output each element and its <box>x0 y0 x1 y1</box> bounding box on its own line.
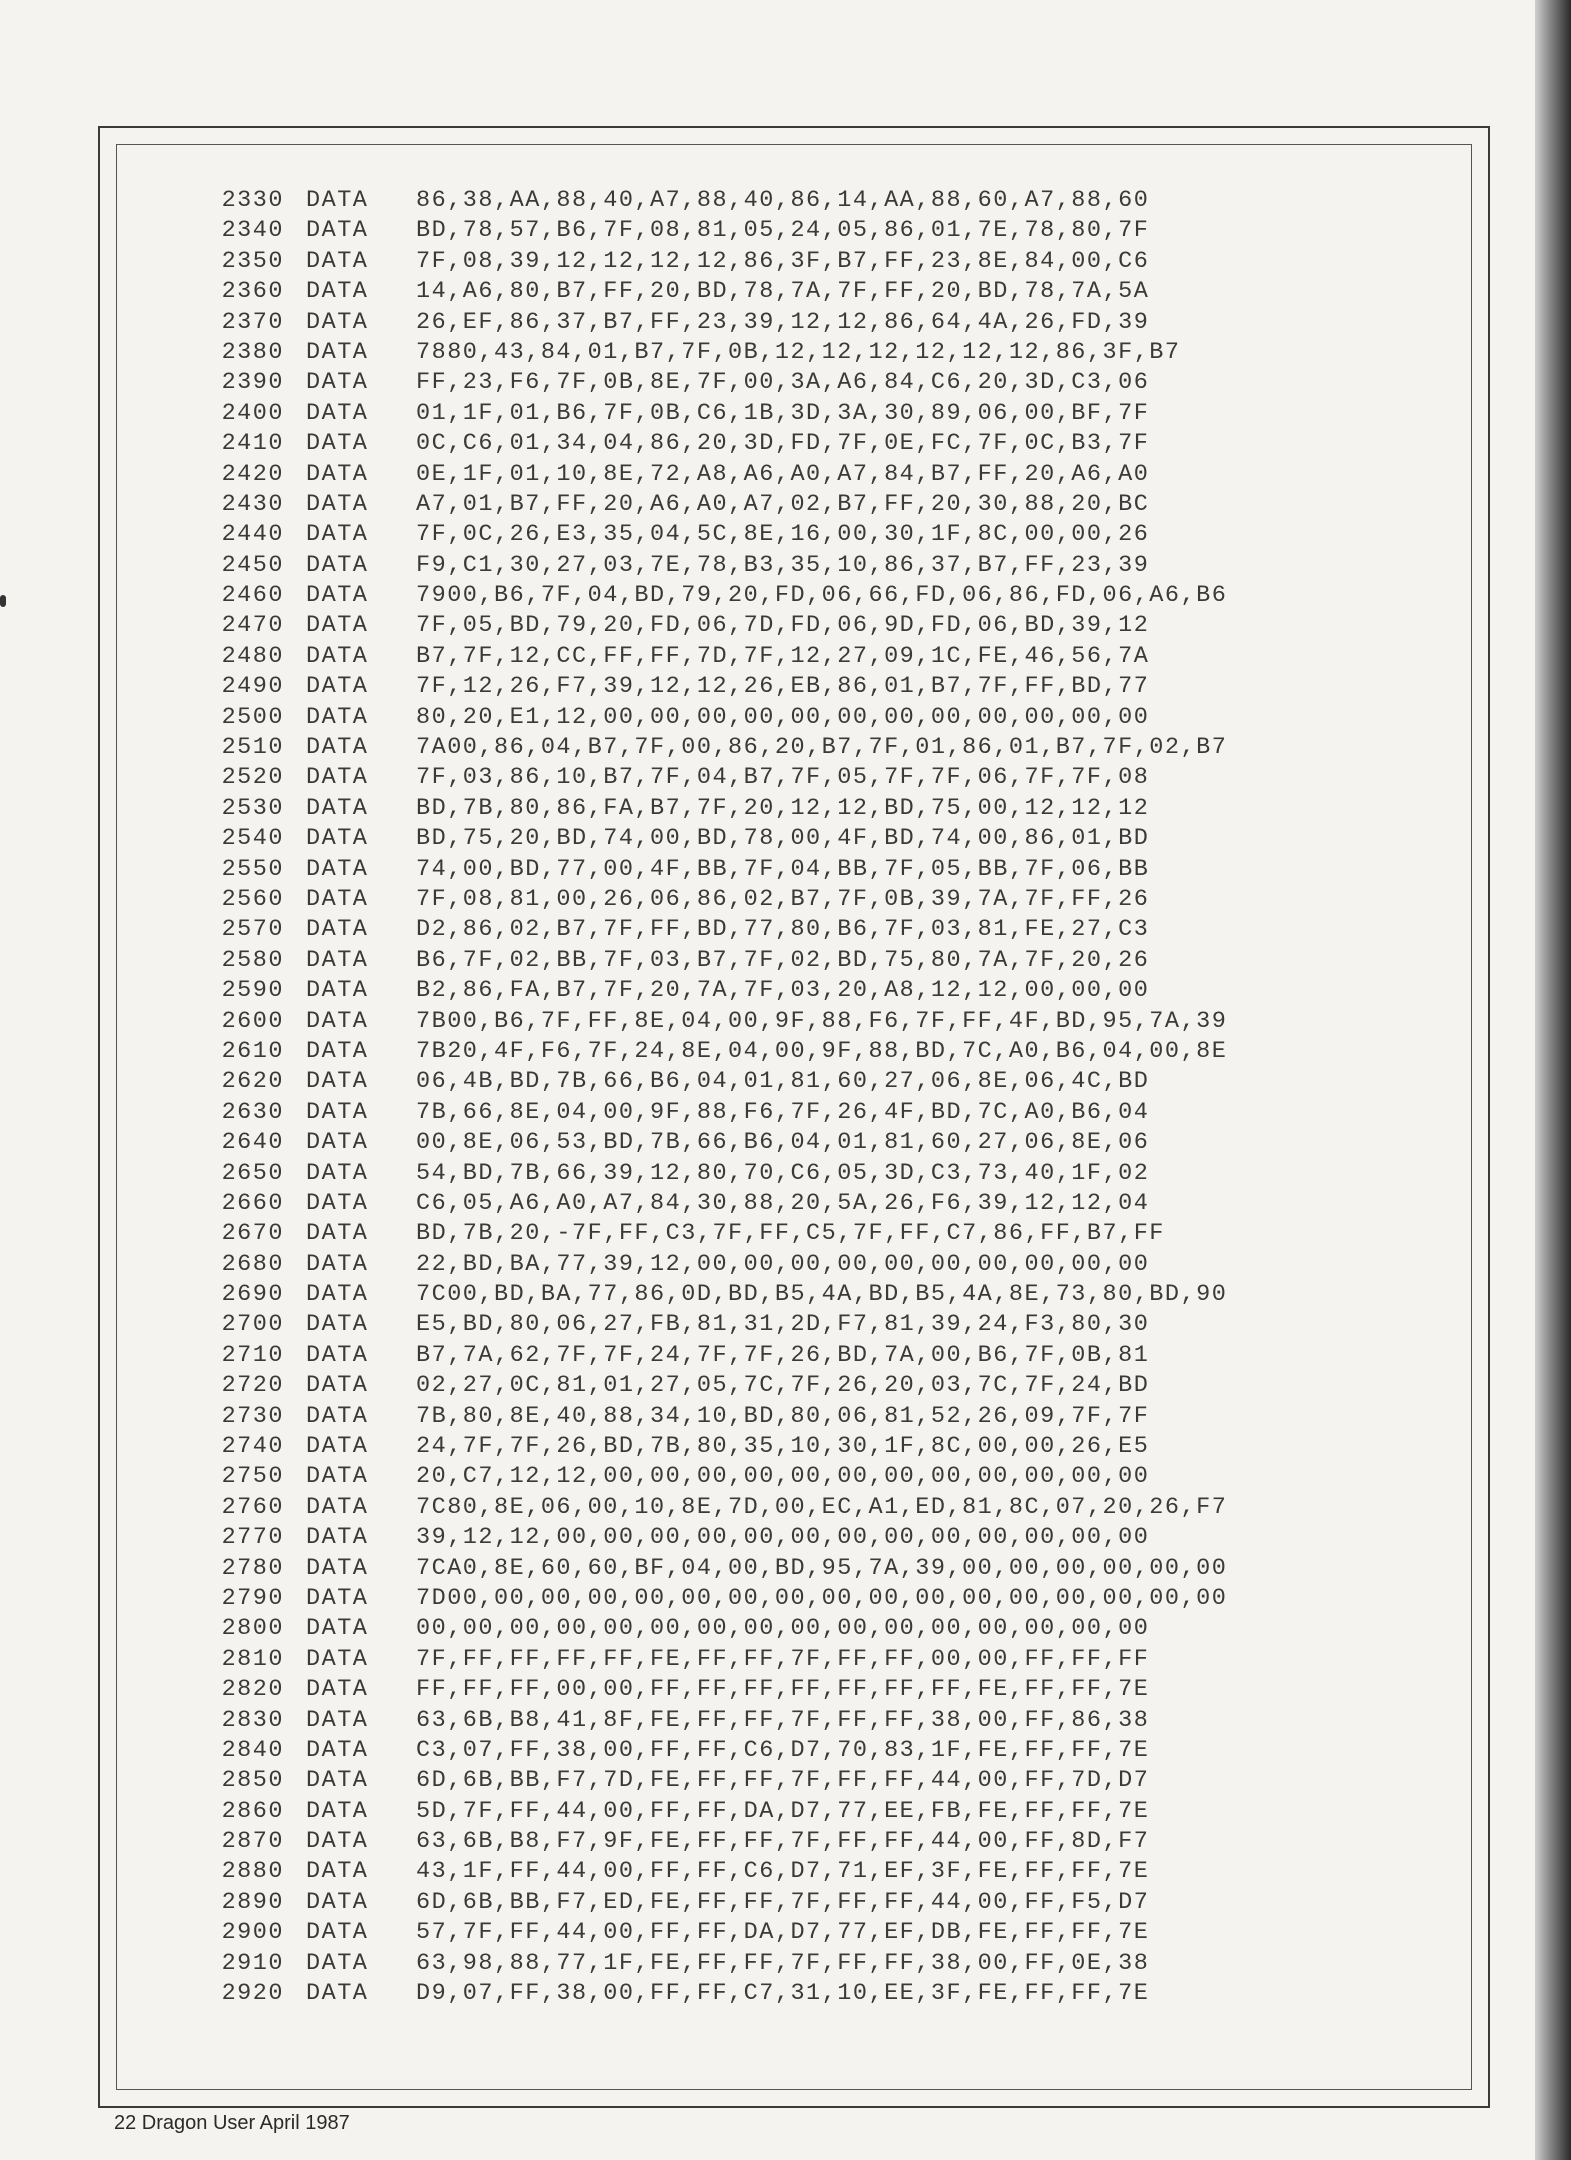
data-keyword: DATA <box>306 1129 369 1157</box>
hex-values: E5,BD,80,06,27,FB,81,31,2D,F7,81,39,24,F3,80,30 <box>416 1311 1150 1339</box>
hex-values: 86,38,AA,88,40,A7,88,40,86,14,AA,88,60,A7,88,60 <box>416 187 1150 214</box>
data-keyword: DATA <box>306 399 369 427</box>
listing-line <box>196 308 1366 338</box>
hex-values: 7F,0C,26,E3,35,04,5C,8E,16,00,30,1F,8C,00,00,26 <box>416 521 1150 549</box>
data-keyword: DATA <box>306 673 369 701</box>
line-number: 2840 <box>221 1736 284 1764</box>
line-number: 2830 <box>221 1706 284 1734</box>
line-number: 2450 <box>221 551 284 579</box>
hex-values: D9,07,FF,38,00,FF,FF,C7,31,10,EE,3F,FE,FF,FF,7E <box>416 1980 1150 2008</box>
line-number: 2390 <box>221 369 284 397</box>
line-number: 2590 <box>221 977 284 1005</box>
listing-line <box>196 1098 1366 1128</box>
line-number: 2800 <box>221 1615 284 1643</box>
data-keyword: DATA <box>306 278 369 306</box>
hex-values: 7C00,BD,BA,77,86,0D,BD,B5,4A,BD,B5,4A,8E,73,80,BD,90 <box>416 1281 1228 1309</box>
hex-values: 6D,6B,BB,F7,ED,FE,FF,FF,7F,FF,FF,44,00,FF,F5,D7 <box>416 1888 1150 1916</box>
listing-line <box>196 1219 1366 1249</box>
hex-values: 00,00,00,00,00,00,00,00,00,00,00,00,00,00,00,00 <box>416 1615 1150 1643</box>
hex-values: 06,4B,BD,7B,66,B6,04,01,81,60,27,06,8E,06,4C,BD <box>416 1068 1150 1096</box>
line-number: 2470 <box>221 612 284 640</box>
listing-line <box>196 915 1366 945</box>
line-number: 2720 <box>221 1372 284 1400</box>
listing-line <box>196 946 1366 976</box>
listing-line <box>196 1341 1366 1371</box>
listing-line <box>196 1371 1366 1401</box>
line-number: 2410 <box>221 430 284 458</box>
data-keyword: DATA <box>306 703 369 731</box>
hex-values: C3,07,FF,38,00,FF,FF,C6,D7,70,83,1F,FE,FF,FF,7E <box>416 1736 1150 1764</box>
binding-mark <box>0 595 6 607</box>
listing-line <box>196 1736 1366 1766</box>
data-keyword: DATA <box>306 1493 369 1521</box>
line-number: 2790 <box>221 1584 284 1612</box>
line-number: 2760 <box>221 1493 284 1521</box>
data-keyword: DATA <box>306 1676 369 1704</box>
line-number: 2740 <box>221 1433 284 1461</box>
listing-line <box>196 1645 1366 1675</box>
line-number: 2850 <box>221 1767 284 1795</box>
hex-values: 0E,1F,01,10,8E,72,A8,A6,A0,A7,84,B7,FF,20,A6,A0 <box>416 460 1150 488</box>
data-keyword: DATA <box>306 369 369 397</box>
line-number: 2750 <box>221 1463 284 1491</box>
hex-values: B7,7A,62,7F,7F,24,7F,7F,26,BD,7A,00,B6,7F,0B,81 <box>416 1341 1150 1369</box>
hex-values: 7880,43,84,01,B7,7F,0B,12,12,12,12,12,12,86,3F,B7 <box>416 338 1181 366</box>
listing-line <box>196 1159 1366 1189</box>
line-number: 2820 <box>221 1676 284 1704</box>
listing-line <box>196 1432 1366 1462</box>
line-number: 2880 <box>221 1858 284 1886</box>
line-number: 2360 <box>221 278 284 306</box>
listing-line <box>196 1949 1366 1979</box>
data-keyword: DATA <box>306 1281 369 1309</box>
hex-values: BD,75,20,BD,74,00,BD,78,00,4F,BD,74,00,86,01,BD <box>416 825 1150 853</box>
listing-line <box>196 1554 1366 1584</box>
listing-line <box>196 1797 1366 1827</box>
listing-line <box>196 429 1366 459</box>
line-number: 2570 <box>221 916 284 944</box>
hex-values: BD,78,57,B6,7F,08,81,05,24,05,86,01,7E,78,80,7F <box>416 217 1150 245</box>
data-keyword: DATA <box>306 734 369 762</box>
data-keyword: DATA <box>306 1584 369 1612</box>
data-keyword: DATA <box>306 217 369 245</box>
listing-line <box>196 186 1366 216</box>
line-number: 2730 <box>221 1402 284 1430</box>
listing-line <box>196 1493 1366 1523</box>
line-number: 2440 <box>221 521 284 549</box>
data-keyword: DATA <box>306 612 369 640</box>
data-keyword: DATA <box>306 1220 369 1248</box>
data-keyword: DATA <box>306 521 369 549</box>
listing-line <box>196 1523 1366 1553</box>
hex-values: 0C,C6,01,34,04,86,20,3D,FD,7F,0E,FC,7F,0C,B3,7F <box>416 430 1150 458</box>
listing-line <box>196 1888 1366 1918</box>
data-keyword: DATA <box>306 1250 369 1278</box>
data-keyword: DATA <box>306 1828 369 1856</box>
listing-line <box>196 1979 1366 2009</box>
data-keyword: DATA <box>306 1068 369 1096</box>
data-keyword: DATA <box>306 764 369 792</box>
line-number: 2640 <box>221 1129 284 1157</box>
page-edge-shadow <box>1535 0 1571 2160</box>
hex-values: BD,7B,20,-7F,FF,C3,7F,FF,C5,7F,FF,C7,86,FF,B7,FF <box>416 1220 1165 1248</box>
listing-line <box>196 399 1366 429</box>
data-keyword: DATA <box>306 1554 369 1582</box>
line-number: 2710 <box>221 1341 284 1369</box>
line-number: 2490 <box>221 673 284 701</box>
listing-line <box>196 1128 1366 1158</box>
hex-values: BD,7B,80,86,FA,B7,7F,20,12,12,BD,75,00,12,12,12 <box>416 794 1150 822</box>
line-number: 2670 <box>221 1220 284 1248</box>
data-keyword: DATA <box>306 1919 369 1947</box>
data-keyword: DATA <box>306 1706 369 1734</box>
data-keyword: DATA <box>306 1463 369 1491</box>
hex-values: 63,6B,B8,F7,9F,FE,FF,FF,7F,FF,FF,44,00,FF,8D,F7 <box>416 1828 1150 1856</box>
line-number: 2630 <box>221 1098 284 1126</box>
listing-line <box>196 368 1366 398</box>
listing-line <box>196 520 1366 550</box>
line-number: 2340 <box>221 217 284 245</box>
line-number: 2680 <box>221 1250 284 1278</box>
data-keyword: DATA <box>306 1037 369 1065</box>
listing-line <box>196 460 1366 490</box>
listing-line <box>196 216 1366 246</box>
data-keyword: DATA <box>306 1189 369 1217</box>
line-number: 2530 <box>221 794 284 822</box>
hex-values: 00,8E,06,53,BD,7B,66,B6,04,01,81,60,27,06,8E,06 <box>416 1129 1150 1157</box>
line-number: 2620 <box>221 1068 284 1096</box>
data-keyword: DATA <box>306 977 369 1005</box>
line-number: 2700 <box>221 1311 284 1339</box>
hex-values: 7900,B6,7F,04,BD,79,20,FD,06,66,FD,06,86,FD,06,A6,B6 <box>416 582 1228 610</box>
listing-box <box>98 126 1490 2108</box>
hex-values: FF,23,F6,7F,0B,8E,7F,00,3A,A6,84,C6,20,3D,C3,06 <box>416 369 1150 397</box>
hex-values: 7F,FF,FF,FF,FF,FE,FF,FF,7F,FF,FF,00,00,FF,FF,FF <box>416 1645 1150 1673</box>
hex-values: 63,6B,B8,41,8F,FE,FF,FF,7F,FF,FF,38,00,FF,86,38 <box>416 1706 1150 1734</box>
hex-values: D2,86,02,B7,7F,FF,BD,77,80,B6,7F,03,81,FE,27,C3 <box>416 916 1150 944</box>
listing-line <box>196 611 1366 641</box>
listing-line <box>196 1310 1366 1340</box>
hex-values: FF,FF,FF,00,00,FF,FF,FF,FF,FF,FF,FF,FE,FF,FF,7E <box>416 1676 1150 1704</box>
line-number: 2430 <box>221 490 284 518</box>
listing-line <box>196 642 1366 672</box>
line-number: 2500 <box>221 703 284 731</box>
data-keyword: DATA <box>306 642 369 670</box>
hex-values: B7,7F,12,CC,FF,FF,7D,7F,12,27,09,1C,FE,46,56,7A <box>416 642 1150 670</box>
line-number: 2580 <box>221 946 284 974</box>
hex-values: 24,7F,7F,26,BD,7B,80,35,10,30,1F,8C,00,00,26,E5 <box>416 1433 1150 1461</box>
line-number: 2370 <box>221 308 284 336</box>
hex-values: 7F,12,26,F7,39,12,12,26,EB,86,01,B7,7F,FF,BD,77 <box>416 673 1150 701</box>
listing-line <box>196 1280 1366 1310</box>
line-number: 2610 <box>221 1037 284 1065</box>
data-keyword: DATA <box>306 794 369 822</box>
line-number: 2660 <box>221 1189 284 1217</box>
line-number: 2540 <box>221 825 284 853</box>
listing-line <box>196 885 1366 915</box>
listing-line <box>196 1007 1366 1037</box>
listing-line <box>196 1037 1366 1067</box>
listing-line <box>196 1918 1366 1948</box>
listing-line <box>196 976 1366 1006</box>
line-number: 2380 <box>221 338 284 366</box>
hex-values: 54,BD,7B,66,39,12,80,70,C6,05,3D,C3,73,40,1F,02 <box>416 1159 1150 1187</box>
line-number: 2510 <box>221 734 284 762</box>
listing-line <box>196 1614 1366 1644</box>
data-keyword: DATA <box>306 855 369 883</box>
listing-line <box>196 1827 1366 1857</box>
hex-values: 74,00,BD,77,00,4F,BB,7F,04,BB,7F,05,BB,7F,06,BB <box>416 855 1150 883</box>
listing-line <box>196 763 1366 793</box>
line-number: 2900 <box>221 1919 284 1947</box>
listing-line <box>196 1857 1366 1887</box>
data-keyword: DATA <box>306 1433 369 1461</box>
line-number: 2770 <box>221 1524 284 1552</box>
hex-values: 7B,66,8E,04,00,9F,88,F6,7F,26,4F,BD,7C,A0,B6,04 <box>416 1098 1150 1126</box>
data-keyword: DATA <box>306 308 369 336</box>
line-number: 2520 <box>221 764 284 792</box>
hex-values: 39,12,12,00,00,00,00,00,00,00,00,00,00,00,00,00 <box>416 1524 1150 1552</box>
data-keyword: DATA <box>306 582 369 610</box>
hex-values: 7F,03,86,10,B7,7F,04,B7,7F,05,7F,7F,06,7F,7F,08 <box>416 764 1150 792</box>
line-number: 2920 <box>221 1980 284 2008</box>
hex-values: 80,20,E1,12,00,00,00,00,00,00,00,00,00,00,00,00 <box>416 703 1150 731</box>
hex-values: 01,1F,01,B6,7F,0B,C6,1B,3D,3A,30,89,06,00,BF,7F <box>416 399 1150 427</box>
line-number: 2860 <box>221 1797 284 1825</box>
data-keyword: DATA <box>306 1372 369 1400</box>
listing-line <box>196 1189 1366 1219</box>
hex-values: 7B20,4F,F6,7F,24,8E,04,00,9F,88,BD,7C,A0,B6,04,00,8E <box>416 1037 1228 1065</box>
hex-values: 20,C7,12,12,00,00,00,00,00,00,00,00,00,00,00,00 <box>416 1463 1150 1491</box>
listing-line <box>196 490 1366 520</box>
data-keyword: DATA <box>306 247 369 275</box>
page-footer: 22 Dragon User April 1987 <box>114 2112 350 2134</box>
hex-values: 7D00,00,00,00,00,00,00,00,00,00,00,00,00,00,00,00,00 <box>416 1584 1228 1612</box>
line-number: 2460 <box>221 582 284 610</box>
listing-line <box>196 247 1366 277</box>
data-keyword: DATA <box>306 1858 369 1886</box>
data-keyword: DATA <box>306 1980 369 2008</box>
data-keyword: DATA <box>306 1888 369 1916</box>
data-keyword: DATA <box>306 490 369 518</box>
data-listing <box>196 186 1366 2009</box>
listing-line <box>196 581 1366 611</box>
data-keyword: DATA <box>306 1311 369 1339</box>
data-keyword: DATA <box>306 825 369 853</box>
hex-values: 7F,08,39,12,12,12,12,86,3F,B7,FF,23,8E,84,00,C6 <box>416 247 1150 275</box>
line-number: 2350 <box>221 247 284 275</box>
hex-values: 6D,6B,BB,F7,7D,FE,FF,FF,7F,FF,FF,44,00,FF,7D,D7 <box>416 1767 1150 1795</box>
listing-line <box>196 733 1366 763</box>
data-keyword: DATA <box>306 430 369 458</box>
hex-values: A7,01,B7,FF,20,A6,A0,A7,02,B7,FF,20,30,88,20,BC <box>416 490 1150 518</box>
hex-values: 63,98,88,77,1F,FE,FF,FF,7F,FF,FF,38,00,FF,0E,38 <box>416 1949 1150 1977</box>
listing-line <box>196 551 1366 581</box>
hex-values: 26,EF,86,37,B7,FF,23,39,12,12,86,64,4A,26,FD,39 <box>416 308 1150 336</box>
data-keyword: DATA <box>306 1007 369 1035</box>
listing-line <box>196 703 1366 733</box>
hex-values: 7B,80,8E,40,88,34,10,BD,80,06,81,52,26,09,7F,7F <box>416 1402 1150 1430</box>
line-number: 2890 <box>221 1888 284 1916</box>
data-keyword: DATA <box>306 460 369 488</box>
data-keyword: DATA <box>306 1159 369 1187</box>
data-keyword: DATA <box>306 1645 369 1673</box>
data-keyword: DATA <box>306 1615 369 1643</box>
data-keyword: DATA <box>306 187 369 214</box>
line-number: 2480 <box>221 642 284 670</box>
line-number: 2550 <box>221 855 284 883</box>
hex-values: 22,BD,BA,77,39,12,00,00,00,00,00,00,00,00,00,00 <box>416 1250 1150 1278</box>
listing-line <box>196 855 1366 885</box>
data-keyword: DATA <box>306 338 369 366</box>
line-number: 2690 <box>221 1281 284 1309</box>
hex-values: B2,86,FA,B7,7F,20,7A,7F,03,20,A8,12,12,00,00,00 <box>416 977 1150 1005</box>
listing-line <box>196 1250 1366 1280</box>
listing-line <box>196 1402 1366 1432</box>
line-number: 2810 <box>221 1645 284 1673</box>
hex-values: 7F,05,BD,79,20,FD,06,7D,FD,06,9D,FD,06,BD,39,12 <box>416 612 1150 640</box>
hex-values: B6,7F,02,BB,7F,03,B7,7F,02,BD,75,80,7A,7F,20,26 <box>416 946 1150 974</box>
listing-line <box>196 672 1366 702</box>
hex-values: 14,A6,80,B7,FF,20,BD,78,7A,7F,FF,20,BD,78,7A,5A <box>416 278 1150 306</box>
data-keyword: DATA <box>306 885 369 913</box>
line-number: 2560 <box>221 885 284 913</box>
hex-values: 02,27,0C,81,01,27,05,7C,7F,26,20,03,7C,7F,24,BD <box>416 1372 1150 1400</box>
data-keyword: DATA <box>306 551 369 579</box>
listing-line <box>196 1067 1366 1097</box>
hex-values: 7CA0,8E,60,60,BF,04,00,BD,95,7A,39,00,00,00,00,00,00 <box>416 1554 1228 1582</box>
listing-line <box>196 1584 1366 1614</box>
hex-values: 43,1F,FF,44,00,FF,FF,C6,D7,71,EF,3F,FE,FF,FF,7E <box>416 1858 1150 1886</box>
listing-line <box>196 338 1366 368</box>
hex-values: 7F,08,81,00,26,06,86,02,B7,7F,0B,39,7A,7F,FF,26 <box>416 885 1150 913</box>
line-number: 2650 <box>221 1159 284 1187</box>
data-keyword: DATA <box>306 1736 369 1764</box>
data-keyword: DATA <box>306 1098 369 1126</box>
line-number: 2780 <box>221 1554 284 1582</box>
data-keyword: DATA <box>306 946 369 974</box>
listing-line <box>196 824 1366 854</box>
listing-line <box>196 1675 1366 1705</box>
data-keyword: DATA <box>306 1341 369 1369</box>
hex-values: 5D,7F,FF,44,00,FF,FF,DA,D7,77,EE,FB,FE,FF,FF,7E <box>416 1797 1150 1825</box>
data-keyword: DATA <box>306 1767 369 1795</box>
hex-values: 7B00,B6,7F,FF,8E,04,00,9F,88,F6,7F,FF,4F,BD,95,7A,39 <box>416 1007 1228 1035</box>
line-number: 2400 <box>221 399 284 427</box>
data-keyword: DATA <box>306 1949 369 1977</box>
data-keyword: DATA <box>306 1402 369 1430</box>
hex-values: 7A00,86,04,B7,7F,00,86,20,B7,7F,01,86,01,B7,7F,02,B7 <box>416 734 1228 762</box>
line-number: 2870 <box>221 1828 284 1856</box>
listing-line <box>196 1706 1366 1736</box>
listing-line <box>196 794 1366 824</box>
hex-values: F9,C1,30,27,03,7E,78,B3,35,10,86,37,B7,FF,23,39 <box>416 551 1150 579</box>
line-number: 2330 <box>221 187 284 214</box>
hex-values: 7C80,8E,06,00,10,8E,7D,00,EC,A1,ED,81,8C,07,20,26,F7 <box>416 1493 1228 1521</box>
line-number: 2600 <box>221 1007 284 1035</box>
listing-line <box>196 1462 1366 1492</box>
line-number: 2910 <box>221 1949 284 1977</box>
data-keyword: DATA <box>306 1797 369 1825</box>
listing-line <box>196 1766 1366 1796</box>
listing-line <box>196 277 1366 307</box>
data-keyword: DATA <box>306 916 369 944</box>
data-keyword: DATA <box>306 1524 369 1552</box>
line-number: 2420 <box>221 460 284 488</box>
hex-values: C6,05,A6,A0,A7,84,30,88,20,5A,26,F6,39,12,12,04 <box>416 1189 1150 1217</box>
hex-values: 57,7F,FF,44,00,FF,FF,DA,D7,77,EF,DB,FE,FF,FF,7E <box>416 1919 1150 1947</box>
